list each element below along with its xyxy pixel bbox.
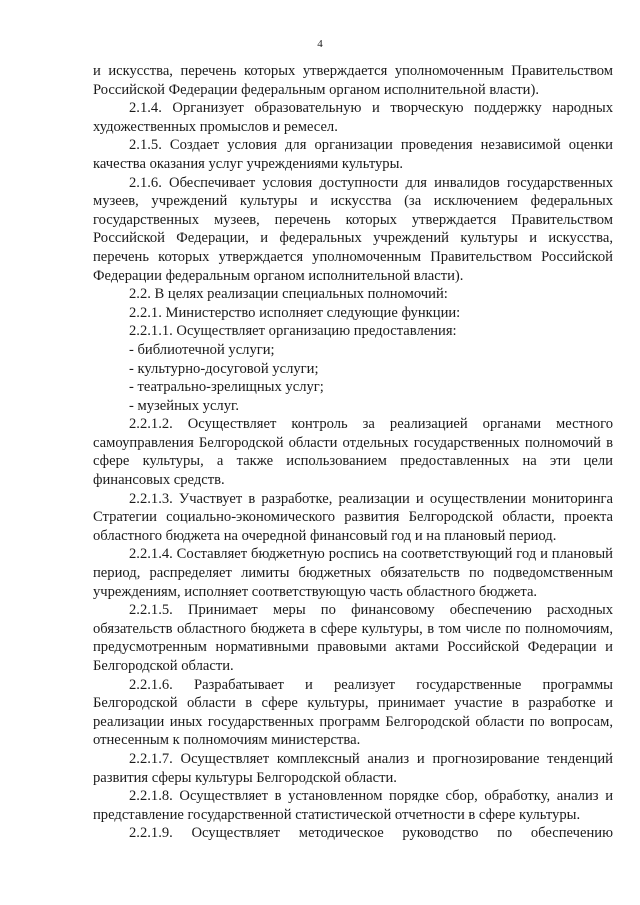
paragraph: 2.1.6. Обеспечивает условия доступности для инвалидов государственных музеев, учреждений культуры и искусства (за исключением федеральных государственных музеев, перечень которых утверждается Правительством Российской Федерации, и федеральных учреждений культуры и искусства, перечень которых утверждается уполномоченным Правительством Российской Федерации федеральным органом исполнительной власти). xyxy=(93,174,613,284)
paragraph: 2.2.1.4. Составляет бюджетную роспись на соответствующий год и плановый период, распределяет лимиты бюджетных обязательств по подведомственным учреждениям, исполняет соответствующую часть областного бюджета. xyxy=(93,546,613,600)
paragraph: 2.2.1.2. Осуществляет контроль за реализацией органами местного самоуправления Белгородской области отдельных государственных полномочий в сфере культуры, а также использованием предоставленных на эти цели финансовых средств. xyxy=(93,416,613,489)
paragraph: - театрально-зрелищных услуг; xyxy=(129,379,324,396)
paragraph: 2.2. В целях реализации специальных полномочий: xyxy=(129,286,448,303)
paragraph: - культурно-досуговой услуги; xyxy=(129,360,319,377)
paragraph: 2.2.1.3. Участвует в разработке, реализации и осуществлении мониторинга Стратегии социально-экономического развития Белгородской области, проекта областного бюджета на очередной финансовый год и на плановый период. xyxy=(93,490,613,544)
page-number: 4 xyxy=(317,38,323,50)
paragraph: 2.2.1. Министерство исполняет следующие функции: xyxy=(129,304,461,321)
paragraph: 2.2.1.8. Осуществляет в установленном порядке сбор, обработку, анализ и представление государственной статистической отчетности в сфере культуры. xyxy=(93,788,613,823)
paragraph: 2.2.1.7. Осуществляет комплексный анализ и прогнозирование тенденций развития сферы культуры Белгородской области. xyxy=(93,750,613,786)
paragraph: 2.2.1.1. Осуществляет организацию предоставления: xyxy=(129,323,457,340)
paragraph: 2.2.1.9. Осуществляет методическое руководство по обеспечению xyxy=(129,825,613,842)
paragraph: 2.2.1.5. Принимает меры по финансовому обеспечению расходных обязательств областного бюджета в сфере культуры, в том числе по полномочиям, предусмотренным нормативными правовыми актами Российской Федерации и Белгородской области. xyxy=(93,602,613,674)
paragraph: - музейных услуг. xyxy=(129,397,239,414)
paragraph: - библиотечной услуги; xyxy=(129,341,275,358)
paragraph: 2.1.4. Организует образовательную и творческую поддержку народных художественных промыслов и ремесел. xyxy=(93,100,613,135)
paragraph: 2.1.5. Создает условия для организации проведения независимой оценки качества оказания услуг учреждениями культуры. xyxy=(93,137,613,172)
document-body xyxy=(93,62,613,843)
paragraph: и искусства, перечень которых утверждается уполномоченным Правительством Российской Федерации федеральным органом исполнительной власти). xyxy=(93,63,613,98)
paragraph: 2.2.1.6. Разрабатывает и реализует государственные программы Белгородской области в сфере культуры, принимает участие в разработке и реализации иных государственных программ Белгородской области по вопросам, отнесенным к полномочиям министерства. xyxy=(93,676,613,749)
